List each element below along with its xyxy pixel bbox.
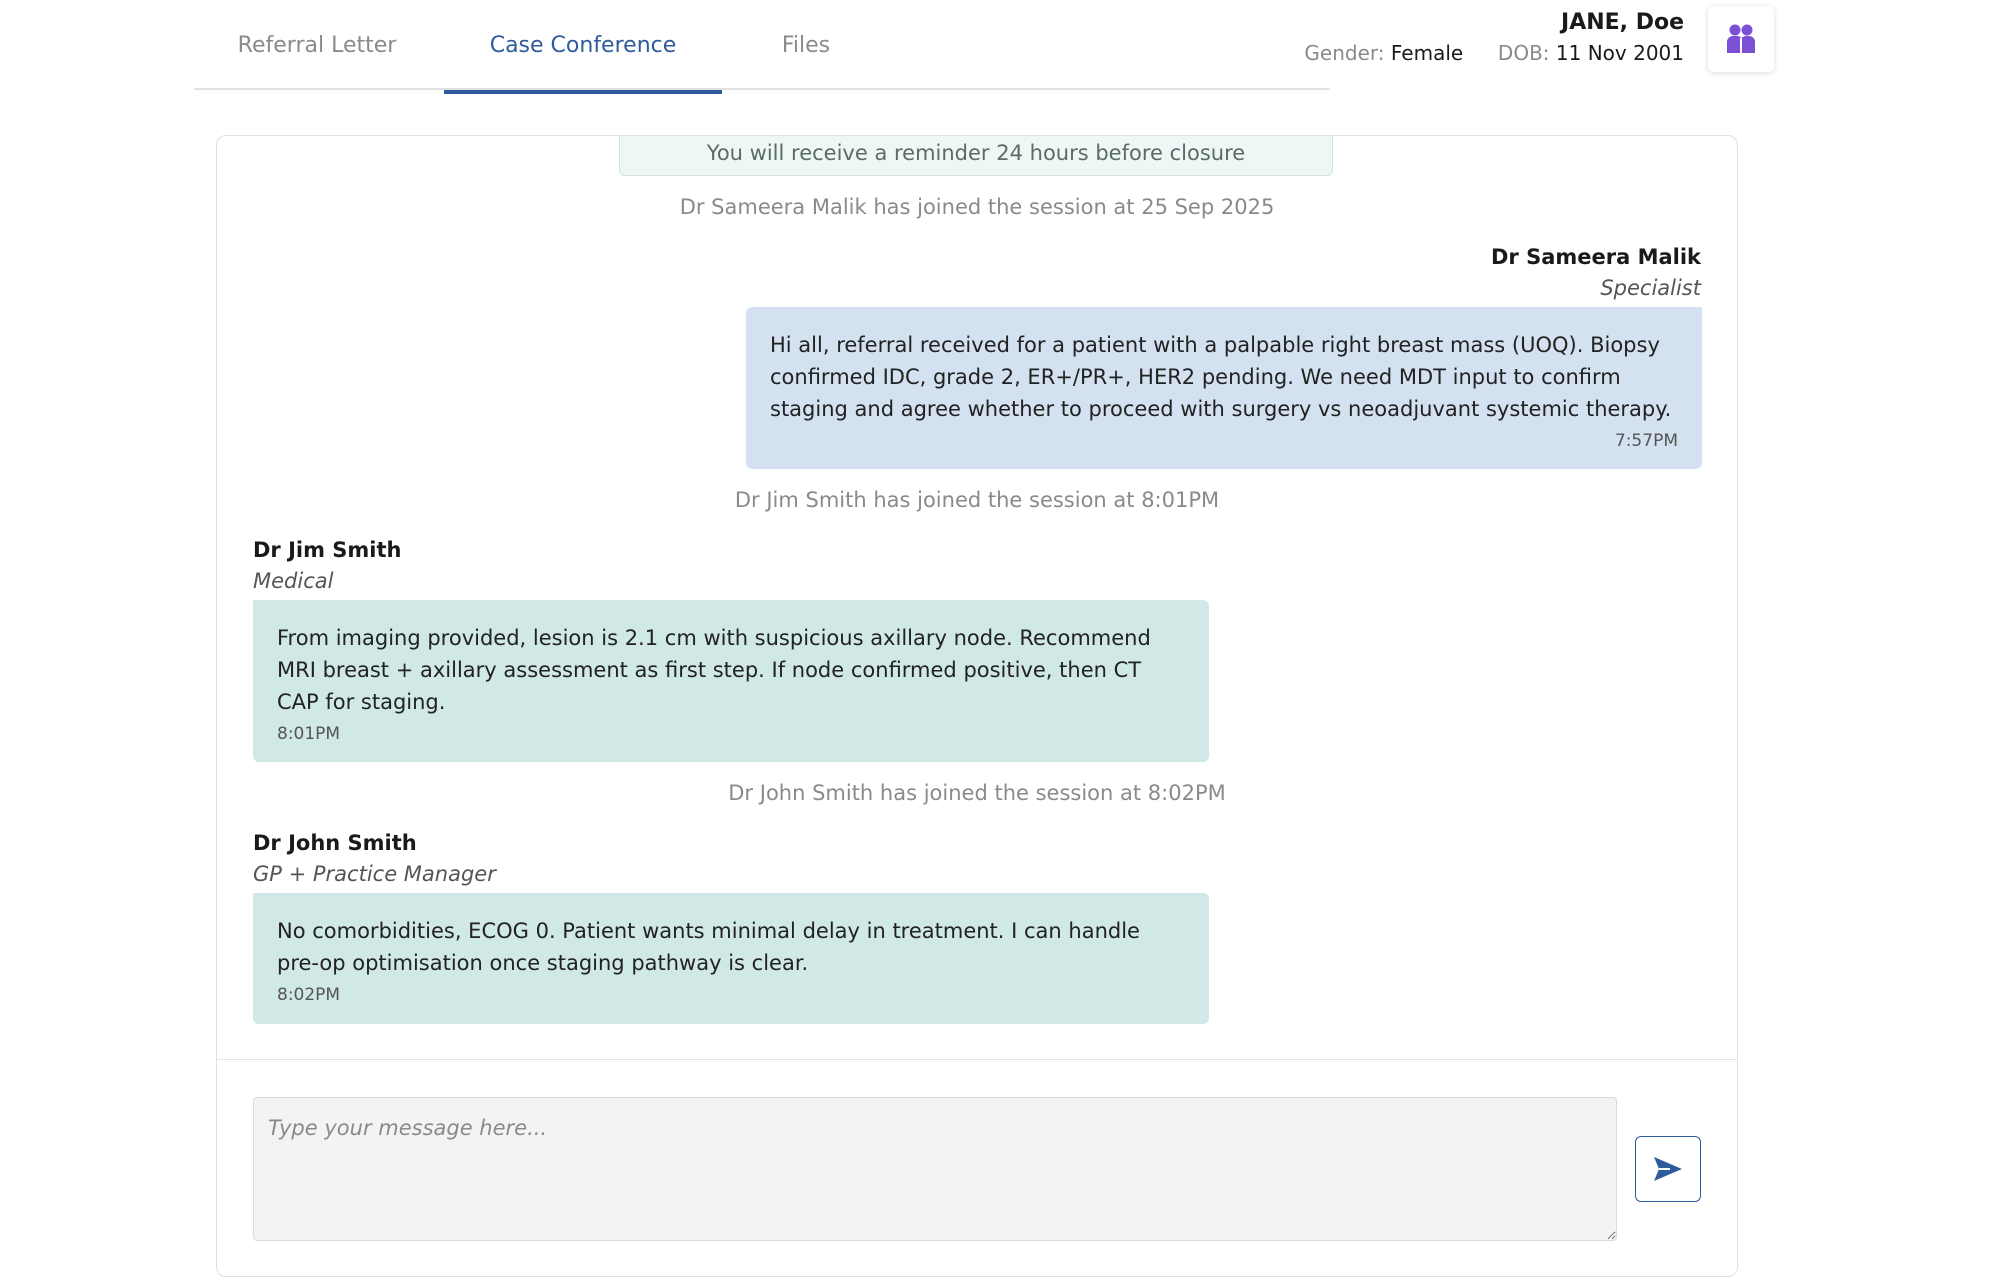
sender-role: GP + Practice Manager xyxy=(253,862,496,886)
outgoing-message-bubble xyxy=(746,307,1702,469)
system-join-message: Dr Jim Smith has joined the session at 8:01PM xyxy=(734,488,1220,512)
closure-reminder-notice: You will receive a reminder 24 hours before closure xyxy=(619,136,1333,176)
tab-referral-letter[interactable]: Referral Letter xyxy=(237,32,397,58)
participants-button[interactable] xyxy=(1708,6,1774,72)
system-join-message: Dr John Smith has joined the session at 8:02PM xyxy=(728,781,1226,805)
sender-name: Dr Jim Smith xyxy=(253,538,402,562)
message-text: From imaging provided, lesion is 2.1 cm with suspicious axillary node. Recommend MRI breast + axillary assessment as first step. If node confirmed positive, then CT CAP for staging. xyxy=(277,626,1151,714)
patient-name: JANE, Doe xyxy=(1561,10,1684,35)
message-time: 7:57PM xyxy=(1614,431,1678,451)
sender-name: Dr Sameera Malik xyxy=(1490,245,1701,269)
sender-role: Specialist xyxy=(1600,276,1701,300)
tab-case-conference[interactable]: Case Conference xyxy=(444,0,722,94)
incoming-message-bubble xyxy=(253,600,1209,762)
composer-divider xyxy=(217,1059,1737,1060)
system-join-message: Dr Sameera Malik has joined the session at 25 Sep 2025 xyxy=(679,195,1275,219)
message-input[interactable] xyxy=(253,1097,1617,1241)
message-list[interactable] xyxy=(217,136,1737,1060)
dob-label: DOB: xyxy=(1497,41,1550,65)
gender-label: Gender: xyxy=(1304,41,1385,65)
sender-role: Medical xyxy=(253,569,334,593)
incoming-message-bubble xyxy=(253,893,1209,1024)
group-users-icon xyxy=(1724,22,1758,56)
patient-header xyxy=(1300,8,1684,68)
tab-bar xyxy=(194,0,1330,90)
message-text: No comorbidities, ECOG 0. Patient wants minimal delay in treatment. I can handle pre-op optimisation once staging pathway is clear. xyxy=(277,919,1140,975)
send-icon xyxy=(1652,1155,1684,1183)
gender-value: Female xyxy=(1390,41,1464,65)
message-text: Hi all, referral received for a patient with a palpable right breast mass (UOQ). Biopsy confirmed IDC, grade 2, ER+/PR+, HER2 pending. We need MDT input to confirm staging and agree whether to proceed with surgery vs neoadjuvant systemic therapy. xyxy=(770,333,1672,421)
message-time: 8:02PM xyxy=(277,985,341,1005)
message-time: 8:01PM xyxy=(277,724,341,744)
dob-value: 11 Nov 2001 xyxy=(1555,41,1684,65)
sender-name: Dr John Smith xyxy=(253,831,417,855)
tab-files[interactable]: Files xyxy=(781,32,831,58)
send-button[interactable] xyxy=(1635,1136,1701,1202)
conference-chat-panel xyxy=(216,135,1738,1277)
patient-demographics xyxy=(1300,38,1684,68)
